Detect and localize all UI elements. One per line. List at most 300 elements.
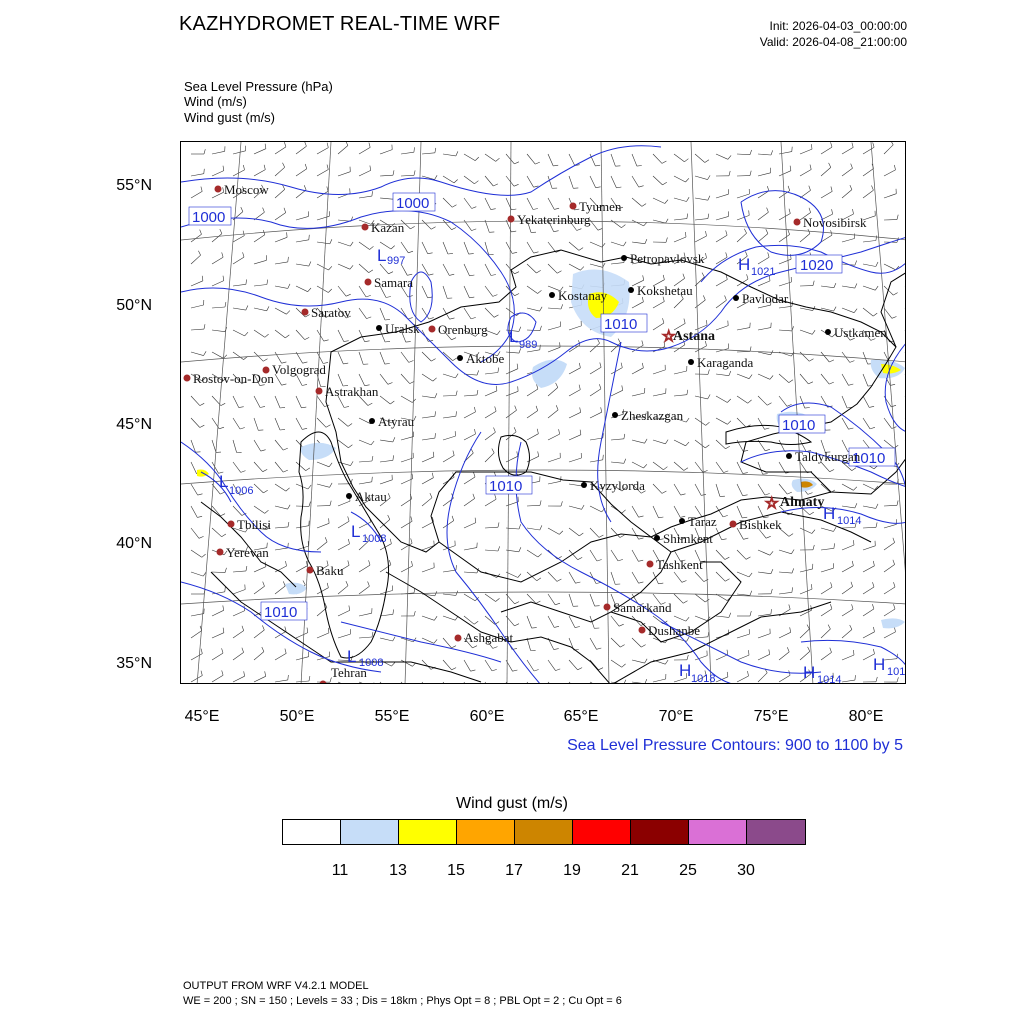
isobar-label: 1010 <box>782 417 816 434</box>
wind-barb <box>359 586 369 594</box>
wind-barb-feather <box>620 535 624 537</box>
wind-barb <box>485 660 492 671</box>
wind-barb-feather <box>280 407 285 408</box>
wind-barb-feather <box>659 517 664 518</box>
wind-barb <box>401 152 414 154</box>
wind-barb-feather <box>370 166 371 171</box>
wind-barb <box>779 572 792 573</box>
wind-barb <box>632 242 645 244</box>
wind-barb <box>527 411 538 418</box>
caspian-sea <box>299 432 389 658</box>
wind-barb-feather <box>892 317 897 319</box>
wind-barb <box>779 675 790 682</box>
city-label: Novosibirsk <box>803 215 867 230</box>
city-label: Petropavlovsk <box>630 251 705 266</box>
wind-barb <box>401 682 410 684</box>
wind-barb-feather <box>684 468 688 471</box>
wind-barb <box>695 572 704 582</box>
wind-barb-feather <box>577 229 582 231</box>
wind-barb <box>590 176 596 188</box>
wind-barb-feather <box>414 170 415 175</box>
wind-barb-feather <box>621 363 622 368</box>
wind-barb-feather <box>722 539 727 540</box>
wind-barb-feather <box>622 664 626 667</box>
wind-barb-feather <box>897 501 898 506</box>
wind-barb-feather <box>893 293 897 296</box>
wind-barb-feather <box>726 230 727 235</box>
wind-barb-feather <box>849 428 854 429</box>
wind-barb <box>233 352 244 360</box>
isobar-label: 1000 <box>396 195 430 212</box>
city-marker <box>570 203 577 210</box>
wind-barb <box>821 484 831 493</box>
wind-barb <box>527 308 540 311</box>
wind-barb-feather <box>579 385 580 390</box>
wind-barb-feather <box>431 227 435 230</box>
wind-barb-feather <box>830 648 832 653</box>
wind-barb-feather <box>726 252 727 257</box>
wind-barb <box>275 189 285 198</box>
wind-barb <box>632 462 644 468</box>
wind-barb <box>527 389 538 396</box>
wind-barb <box>611 154 615 166</box>
wind-barb <box>779 306 792 308</box>
wind-barb <box>338 682 350 684</box>
wind-barb-feather <box>725 557 729 559</box>
wind-barb-feather <box>708 395 710 399</box>
wind-barb-feather <box>597 648 602 649</box>
wind-barb-feather <box>309 676 310 681</box>
wind-barb-feather <box>494 315 498 317</box>
wind-barb <box>800 170 811 177</box>
wind-barb <box>443 682 451 684</box>
wind-barb-feather <box>725 579 729 582</box>
wind-barb-feather <box>263 469 268 471</box>
wind-barb-feather <box>350 242 353 246</box>
wind-barb-feather <box>515 294 520 296</box>
city-marker <box>346 493 352 499</box>
wind-barb <box>359 308 367 319</box>
wind-barb <box>737 194 749 198</box>
wind-barb <box>611 682 624 684</box>
wind-barb <box>359 637 372 638</box>
wind-barb <box>842 190 852 198</box>
wind-barb-feather <box>870 427 875 429</box>
wind-barb <box>548 308 561 309</box>
wind-barb-feather <box>624 680 626 684</box>
wind-barb-feather <box>288 505 291 509</box>
wind-barb <box>422 352 431 361</box>
wind-barb <box>317 523 329 528</box>
wind-barb <box>254 396 260 408</box>
wind-barb <box>653 440 665 444</box>
wind-barb-feather <box>642 204 646 207</box>
wind-barb-feather <box>536 406 538 411</box>
wind-barb-feather <box>285 649 286 654</box>
wind-barb <box>233 652 244 660</box>
wind-barb-feather <box>829 382 834 384</box>
wind-barb <box>674 237 686 242</box>
wind-barb <box>191 572 203 576</box>
wind-barb-feather <box>469 297 474 298</box>
wind-barb <box>590 460 603 462</box>
wind-barb-feather <box>578 668 583 670</box>
wind-barb-feather <box>579 248 583 251</box>
city-marker <box>647 561 654 568</box>
wind-barb-feather <box>329 518 330 523</box>
wind-barb <box>275 680 288 682</box>
wind-barb <box>338 418 348 426</box>
wind-barb <box>275 527 288 528</box>
wind-barb-feather <box>348 561 349 566</box>
wind-barb <box>212 192 224 198</box>
wind-barb-feather <box>267 306 269 310</box>
aral-sea <box>498 435 529 475</box>
wind-barb-feather <box>540 345 541 350</box>
wind-barb <box>401 396 412 403</box>
city-marker <box>457 355 463 361</box>
city-label: Yekaterinburg <box>517 212 591 227</box>
wind-barb-feather <box>328 289 332 293</box>
wind-barb-feather <box>411 538 412 543</box>
city-label: Aktobe <box>466 351 505 366</box>
wind-barb <box>506 410 517 418</box>
wind-barb <box>863 587 874 594</box>
wind-barb <box>821 652 832 660</box>
wind-barb-feather <box>855 675 856 680</box>
wind-barb <box>422 457 434 462</box>
wind-barb <box>548 347 560 352</box>
lon-label-50: 50°E <box>279 708 315 725</box>
wind-barb-feather <box>491 275 496 276</box>
wind-barb <box>653 484 662 493</box>
wind-barb <box>275 586 285 594</box>
wind-barb <box>380 175 393 176</box>
wind-barb <box>632 440 645 443</box>
lat-label-40: 40°N <box>116 535 152 552</box>
wind-barb <box>275 653 286 660</box>
wind-barb <box>254 352 263 361</box>
wind-barb <box>611 263 624 264</box>
wind-barb-feather <box>561 501 562 506</box>
wind-barb <box>212 307 225 308</box>
wind-barb-feather <box>729 613 731 618</box>
wind-barb-feather <box>687 390 688 395</box>
wind-barb-feather <box>747 274 748 279</box>
wind-barb-feather <box>368 582 370 587</box>
wind-barb <box>842 545 854 550</box>
wind-barb <box>569 506 582 509</box>
wind-barb-feather <box>683 601 687 604</box>
wind-barb <box>191 654 202 660</box>
wind-barb-feather <box>222 252 223 257</box>
wind-barb <box>443 594 456 595</box>
wind-barb <box>695 594 705 602</box>
wind-barb <box>737 233 747 242</box>
wind-barb-feather <box>708 370 709 375</box>
wind-barb <box>317 264 329 270</box>
wind-barb-feather <box>853 487 857 491</box>
wind-barb <box>905 440 906 445</box>
wind-barb-feather <box>225 302 226 307</box>
wind-barb <box>590 264 603 267</box>
wind-barb-feather <box>876 677 877 682</box>
city-label: Astrakhan <box>325 384 379 399</box>
wind-barb-feather <box>201 187 202 192</box>
gust-patch-south <box>285 583 307 595</box>
wind-barb <box>800 352 809 361</box>
wind-barb <box>905 330 906 342</box>
lon-label-80: 80°E <box>848 708 884 725</box>
isobar-label: 1010 <box>852 450 886 467</box>
wind-barb <box>779 214 790 221</box>
wind-barb <box>800 528 812 534</box>
map-canvas <box>181 142 906 684</box>
wind-barb-feather <box>263 490 267 493</box>
wind-barb <box>212 257 223 264</box>
wind-barb-feather <box>305 337 310 339</box>
wind-barb <box>569 458 581 462</box>
wind-barb-feather <box>891 142 894 145</box>
wind-barb <box>191 614 204 616</box>
wind-barb-feather <box>198 494 203 495</box>
wind-barb <box>884 587 895 594</box>
wind-barb <box>842 308 854 313</box>
wind-barb-feather <box>225 568 227 573</box>
wind-barb <box>821 587 832 594</box>
capital-label: Astana <box>673 329 716 344</box>
legend-swatch <box>341 820 399 844</box>
wind-barb-feather <box>750 591 752 596</box>
wind-barb-feather <box>477 390 478 395</box>
wind-barb <box>548 242 556 252</box>
wind-barb-feather <box>414 611 415 616</box>
wind-barb-feather <box>240 428 245 430</box>
wind-barb-feather <box>200 425 205 427</box>
wind-barb-feather <box>875 286 878 290</box>
wind-barb <box>296 240 309 242</box>
wind-barb-feather <box>765 428 770 429</box>
wind-barb <box>191 418 200 428</box>
wind-barb-feather <box>540 525 542 530</box>
wind-barb-feather <box>727 672 728 677</box>
wind-barb-feather <box>767 208 769 213</box>
legend-swatch <box>515 820 573 844</box>
wind-barb-feather <box>519 327 521 332</box>
wind-barb-feather <box>663 182 667 185</box>
wind-barb <box>233 440 237 453</box>
wind-barb <box>884 543 895 551</box>
wind-barb-feather <box>243 252 244 257</box>
wind-barb <box>905 659 906 660</box>
wind-barb-feather <box>872 186 874 191</box>
wind-barb-feather <box>811 584 812 589</box>
wind-barb-feather <box>306 468 310 471</box>
wind-barb-feather <box>578 557 583 559</box>
wind-barb <box>695 462 703 472</box>
wind-barb <box>800 330 812 334</box>
wind-barb-feather <box>873 649 874 654</box>
legend-tick-label: 11 <box>331 862 349 879</box>
wind-barb <box>590 550 597 561</box>
wind-barb-feather <box>371 441 374 445</box>
wind-barb <box>443 521 454 528</box>
wind-barb-feather <box>894 604 896 609</box>
lat-label-50: 50°N <box>116 297 152 314</box>
wind-barb <box>737 550 746 559</box>
pressure-center-letter: H <box>738 255 751 274</box>
wind-barb-feather <box>658 583 663 584</box>
wind-barb-feather <box>729 371 731 376</box>
wind-barb <box>296 330 305 340</box>
wind-barb-feather <box>538 554 542 557</box>
wind-barb-feather <box>511 231 516 232</box>
wind-barb <box>737 154 750 155</box>
wind-barb <box>191 528 199 538</box>
wind-barb <box>506 176 514 186</box>
wind-barb <box>254 440 261 451</box>
city-label: Zheskazgan <box>621 408 684 423</box>
wind-barb-feather <box>408 296 413 297</box>
wind-barb <box>380 460 393 462</box>
wind-barb-feather <box>473 646 478 648</box>
wind-barb-feather <box>246 306 248 311</box>
wind-barb <box>485 308 494 317</box>
wind-barb <box>380 198 393 199</box>
wind-barb-feather <box>728 155 731 159</box>
pressure-center-value: 1021 <box>751 266 776 278</box>
wind-barb <box>716 374 729 376</box>
wind-barb-feather <box>515 602 520 604</box>
wind-barb-feather <box>260 406 265 407</box>
wind-barb <box>527 682 534 684</box>
wind-barb <box>590 438 603 440</box>
wind-barb <box>317 170 328 177</box>
wind-barb-feather <box>894 165 895 170</box>
isobar-label: 1010 <box>604 316 638 333</box>
wind-barb <box>905 587 906 594</box>
wind-barb <box>464 308 471 319</box>
wind-barb <box>674 176 686 182</box>
wind-barb <box>296 216 309 220</box>
wind-barb-feather <box>789 209 790 214</box>
wind-barb-feather <box>535 162 540 164</box>
wind-barb <box>653 370 665 374</box>
wind-barb <box>611 176 616 188</box>
wind-barb-feather <box>831 142 832 147</box>
wind-barb-feather <box>365 341 370 342</box>
wind-barb <box>674 198 687 202</box>
wind-barb-feather <box>790 627 791 632</box>
wind-barb-feather <box>452 668 457 670</box>
wind-barb-feather <box>452 228 457 230</box>
wind-barb <box>632 660 645 663</box>
wind-barb-feather <box>371 683 374 684</box>
wind-barb <box>569 154 575 166</box>
wind-barb-feather <box>769 649 770 654</box>
wind-barb-feather <box>894 627 895 632</box>
wind-barb-feather <box>771 609 772 614</box>
wind-barb-feather <box>850 185 852 190</box>
wind-barb <box>758 328 771 330</box>
wind-barb-feather <box>687 655 688 660</box>
wind-barb <box>212 352 223 358</box>
wind-barb-feather <box>639 516 644 517</box>
wind-barb <box>758 154 771 155</box>
pressure-center-letter: H <box>679 661 692 680</box>
wind-barb-feather <box>554 626 559 627</box>
wind-barb-feather <box>853 540 854 545</box>
pressure-center-value: 1018 <box>691 673 716 685</box>
wind-barb <box>569 435 581 440</box>
wind-barb <box>758 374 770 379</box>
wind-barb-feather <box>517 364 518 369</box>
wind-barb <box>758 234 768 242</box>
wind-barb <box>212 610 224 616</box>
wind-barb-feather <box>619 624 624 626</box>
wind-barb-feather <box>453 358 457 361</box>
wind-barb-feather <box>474 181 478 184</box>
wind-barb <box>485 264 491 276</box>
wind-barb-feather <box>287 232 288 237</box>
wind-barb <box>296 566 307 572</box>
wind-barb <box>905 219 906 220</box>
city-marker <box>215 186 222 193</box>
wind-barb <box>758 654 770 660</box>
wind-barb-feather <box>265 334 269 337</box>
wind-barb <box>233 308 246 310</box>
wind-barb <box>275 213 286 220</box>
lon-label-45: 45°E <box>184 708 220 725</box>
wind-barb <box>842 396 847 408</box>
wind-barb-feather <box>283 163 285 168</box>
wind-barb-feather <box>393 455 394 460</box>
wind-barb-feather <box>435 591 437 596</box>
wind-barb-feather <box>575 627 580 628</box>
wind-barb <box>611 439 624 440</box>
wind-barb <box>212 653 223 660</box>
wind-barb-feather <box>853 209 854 214</box>
wind-barb-feather <box>580 430 581 435</box>
wind-barb <box>737 484 743 496</box>
wind-barb-feather <box>288 675 289 680</box>
wind-barb-feather <box>729 171 730 176</box>
wind-barb-feather <box>246 566 247 571</box>
wind-barb <box>632 198 642 206</box>
wind-barb-feather <box>749 650 750 655</box>
wind-barb-feather <box>433 378 437 381</box>
wind-barb-feather <box>852 143 853 148</box>
city-label: Uralsk <box>385 321 420 336</box>
city-marker <box>730 521 737 528</box>
city-marker <box>217 549 224 556</box>
wind-barb-feather <box>475 429 476 434</box>
wind-barb-feather <box>554 208 559 209</box>
wind-barb <box>800 149 812 154</box>
wind-barb-feather <box>645 659 648 663</box>
contour-note: Sea Level Pressure Contours: 900 to 1100 by 5 <box>567 737 903 754</box>
wind-barb-feather <box>750 171 751 176</box>
wind-barb <box>821 167 831 176</box>
wind-barb-feather <box>765 449 770 451</box>
wind-barb-feather <box>890 384 895 385</box>
wind-barb <box>905 501 906 506</box>
wind-barb <box>863 609 874 616</box>
wind-barb <box>779 484 787 494</box>
wind-barb-feather <box>666 219 669 223</box>
lon-label-55: 55°E <box>374 708 410 725</box>
wind-barb-feather <box>498 522 499 527</box>
